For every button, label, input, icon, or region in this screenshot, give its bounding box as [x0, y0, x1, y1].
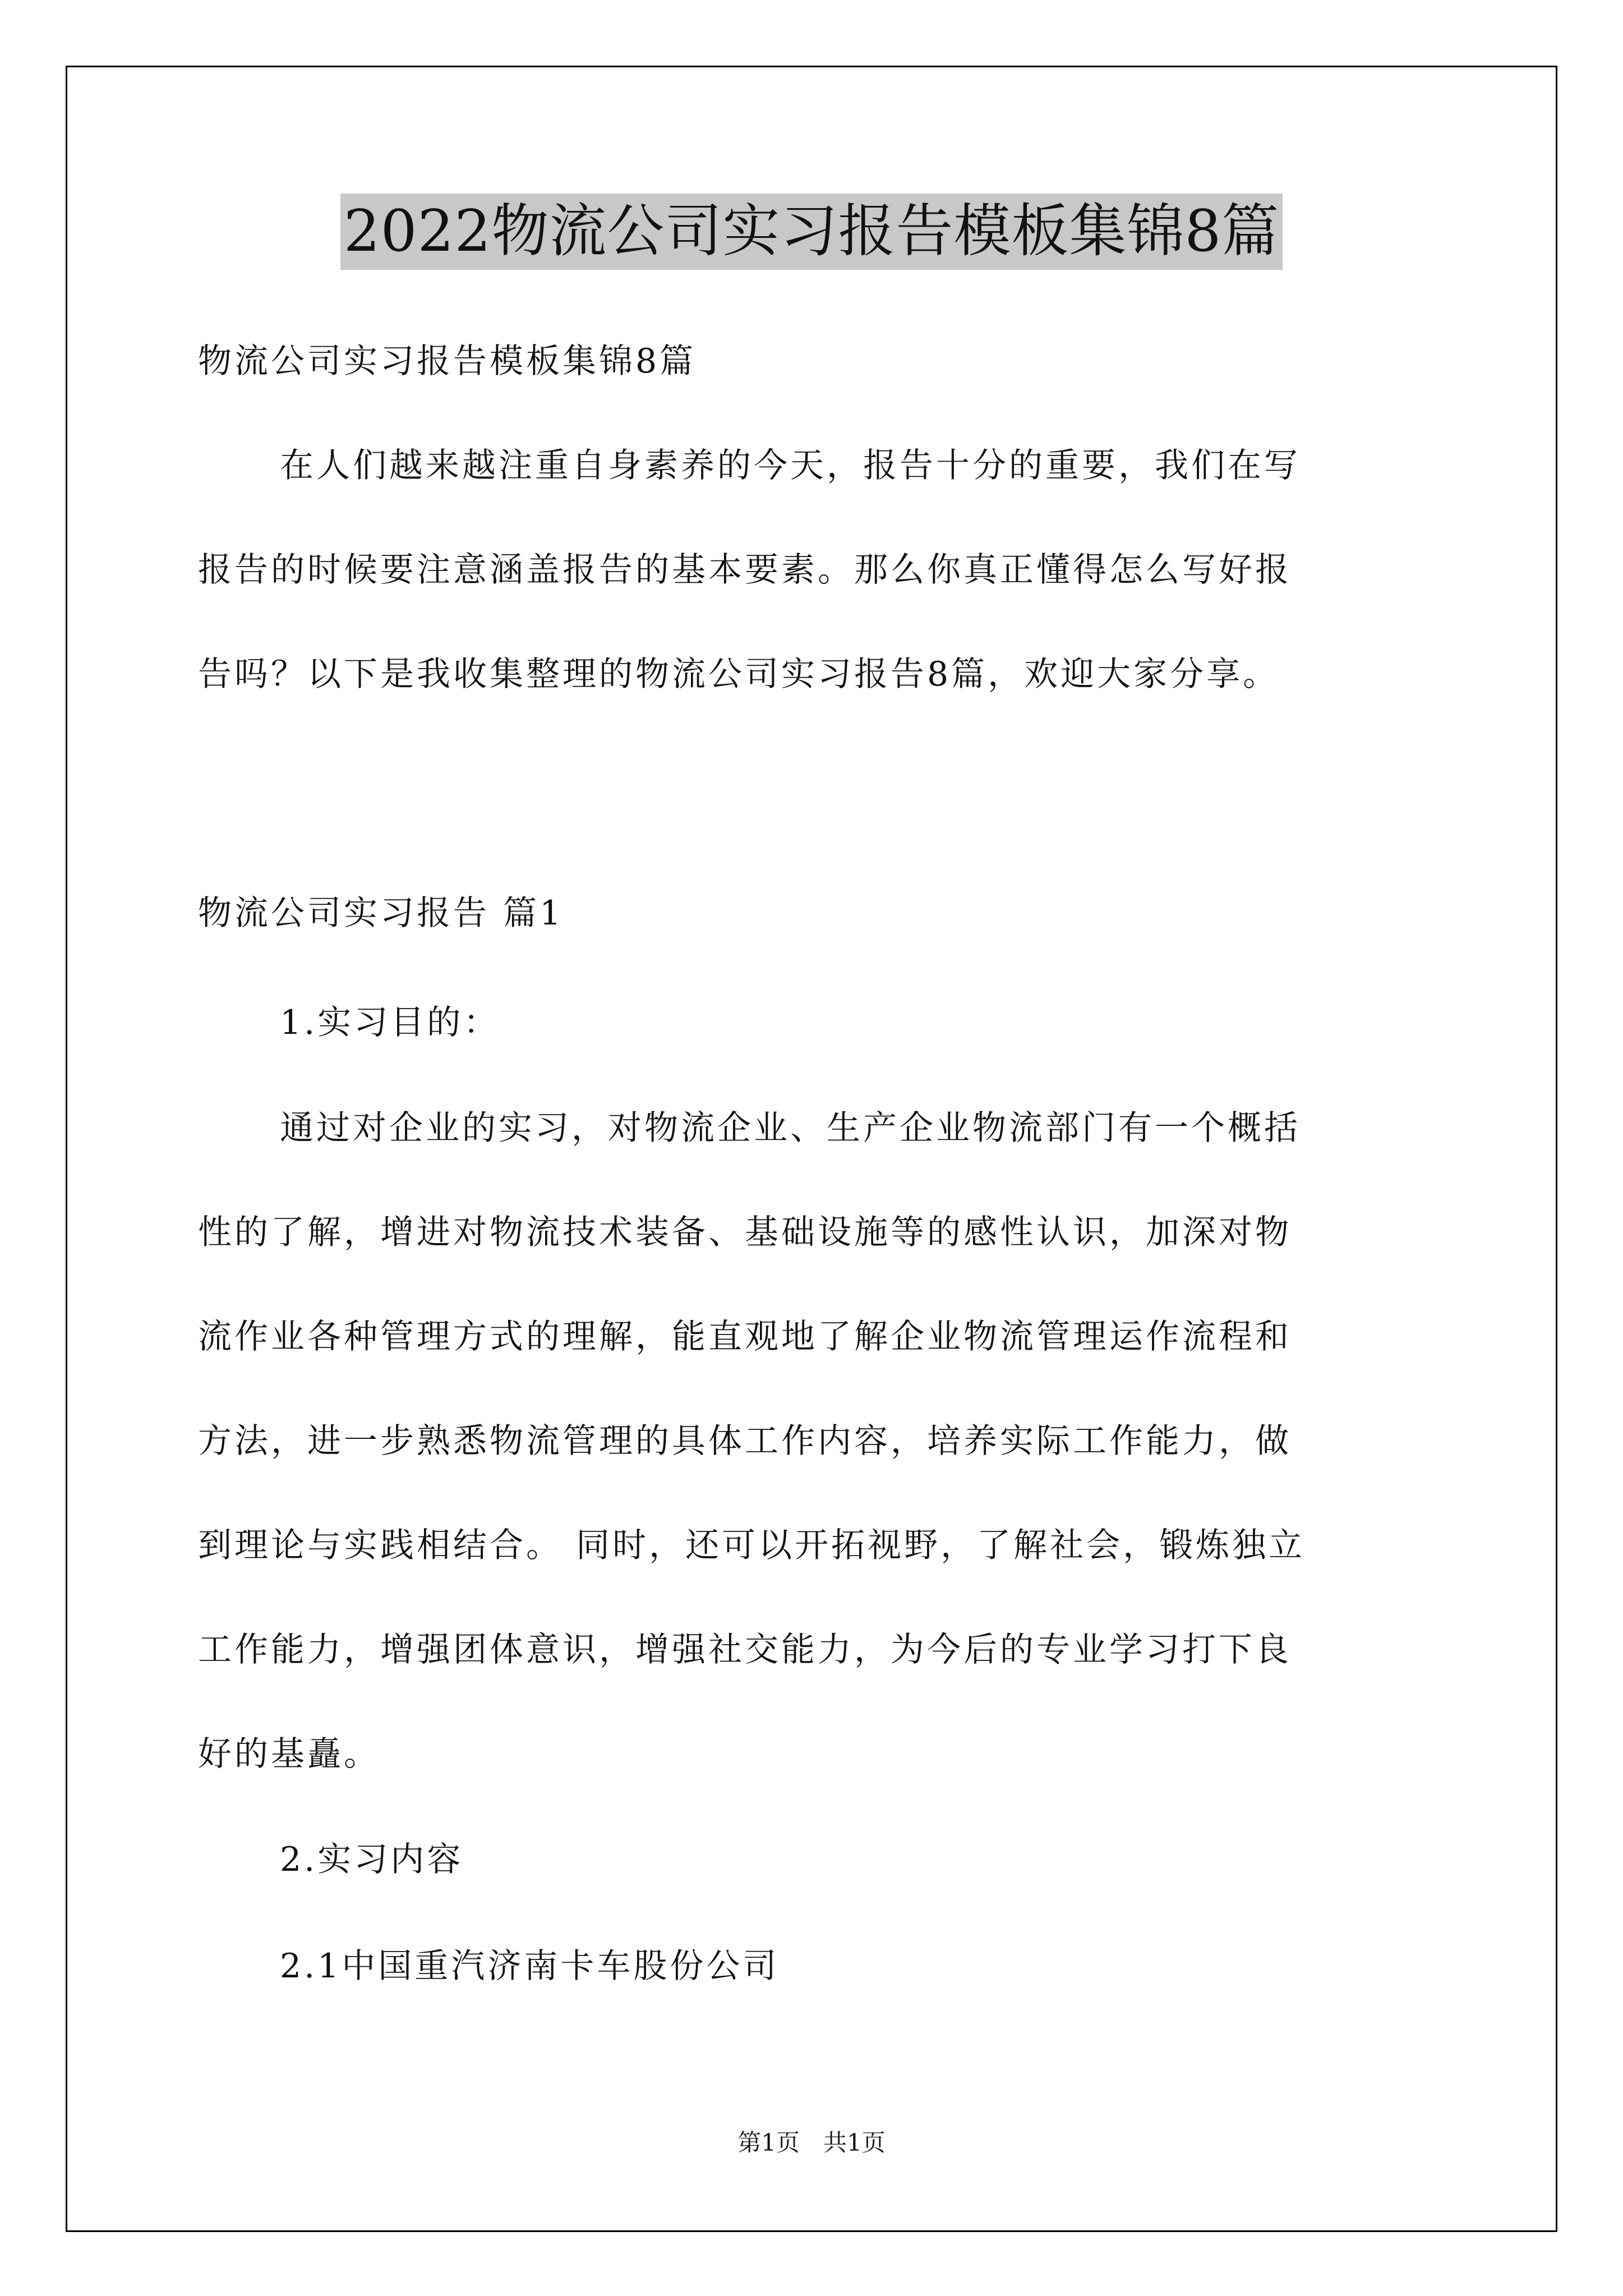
- document-subtitle: 物流公司实习报告模板集锦8篇: [198, 342, 697, 381]
- item1-heading: 1.实习目的：: [280, 1003, 500, 1042]
- title-container: [0, 194, 1623, 270]
- purpose-line-6: 工作能力，增强团体意识，增强社交能力，为今后的专业学习打下良: [198, 1630, 1292, 1669]
- section-heading: 物流公司实习报告 篇1: [198, 894, 564, 933]
- purpose-line-4: 方法，进一步熟悉物流管理的具体工作内容，培养实际工作能力，做: [198, 1421, 1292, 1461]
- intro-line-3: 告吗？以下是我收集整理的物流公司实习报告8篇，欢迎大家分享。: [198, 655, 1280, 694]
- purpose-line-1: 通过对企业的实习，对物流企业、生产企业物流部门有一个概括: [280, 1108, 1301, 1148]
- purpose-line-5: 到理论与实践相结合。 同时，还可以开拓视野，了解社会，锻炼独立: [198, 1526, 1306, 1565]
- intro-line-1: 在人们越来越注重自身素养的今天，报告十分的重要，我们在写: [280, 446, 1301, 485]
- purpose-line-2: 性的了解，增进对物流技术装备、基础设施等的感性认识，加深对物: [198, 1213, 1292, 1252]
- item21-heading: 2.1中国重汽济南卡车股份公司: [280, 1947, 780, 1986]
- page-footer: 第1页 共1页: [737, 2129, 886, 2156]
- purpose-line-3: 流作业各种管理方式的理解，能直观地了解企业物流管理运作流程和: [198, 1317, 1292, 1356]
- purpose-line-7: 好的基矗。: [198, 1734, 380, 1774]
- item2-heading: 2.实习内容: [280, 1840, 464, 1879]
- intro-line-2: 报告的时候要注意涵盖报告的基本要素。那么你真正懂得怎么写好报: [198, 550, 1292, 590]
- document-title: 2022物流公司实习报告模板集锦8篇: [340, 194, 1283, 270]
